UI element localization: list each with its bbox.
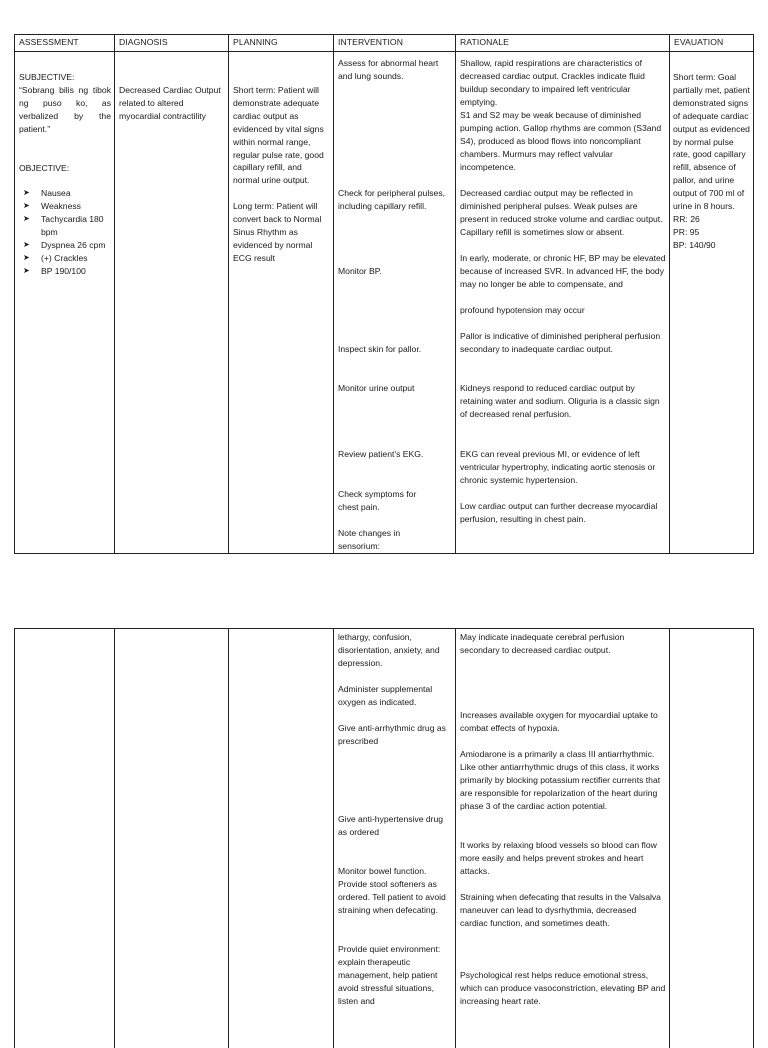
rationale-item: profound hypotension may occur <box>460 305 585 315</box>
evaluation-cell <box>673 71 753 252</box>
column-diagnosis <box>115 629 229 1048</box>
rationale-item: S1 and S2 may be weak because of diminished pumping action. Gallop rhythms are common (S3and S4), produced as blood flows into noncompliant chambers. Murmurs may reflect valvular incompetence. <box>460 110 662 172</box>
diagnosis-cell: Decreased Cardiac Output related to altered myocardial contractility <box>119 85 221 121</box>
header-divider <box>15 51 753 52</box>
intervention-item: Monitor bowel function. Provide stool softeners as ordered. Tell patient to avoid straining when defecating. <box>338 866 446 915</box>
subjective-quote: “Sobrang bilis ng tibok ng puso ko, as verbalized by the patient.” <box>19 84 111 134</box>
intervention-item: Administer supplemental oxygen as indicated. <box>338 684 433 707</box>
intervention-item: lethargy, confusion, disorientation, anxiety, and depression. <box>338 632 440 668</box>
objective-item: ➤ Dyspnea 26 cpm <box>19 239 111 252</box>
header-rationale: RATIONALE <box>460 37 509 47</box>
objective-item: ➤ Nausea <box>19 187 111 200</box>
intervention-item: Give anti-arrhythmic drug as prescribed <box>338 723 446 746</box>
rationale-item: Amiodarone is a primarily a class III antiarrhythmic. Like other antiarrhythmic drugs of this class, it works primarily by blocking potassium rectifier currents that are responsible for repolarization of the heart during phase 3 of the cardiac action potential. <box>460 749 661 811</box>
intervention-item: Check for peripheral pulses, including capillary refill. <box>338 188 445 211</box>
header-intervention: INTERVENTION <box>338 37 404 47</box>
planning-long-term: Long term: Patient will convert back to Normal Sinus Rhythm as evidenced by normal ECG result <box>233 201 322 263</box>
rationale-item: In early, moderate, or chronic HF, BP may be elevated because of increased SVR. In advanced HF, the body may no longer be able to compensate, and <box>460 253 666 289</box>
column-intervention <box>334 35 456 553</box>
rationale-item: May indicate inadequate cerebral perfusion secondary to decreased cardiac output. <box>460 632 625 655</box>
rationale-item: Psychological rest helps reduce emotional stress, which can produce vasoconstriction, elevating BP and increasing heart rate. <box>460 970 666 1006</box>
rationale-item: Straining when defecating that results in the Valsalva maneuver can lead to dysrhythmia, decreased cardiac function, and sometimes death. <box>460 892 661 928</box>
rationale-item: It works by relaxing blood vessels so blood can flow more easily and helps prevent strokes and heart attacks. <box>460 840 657 876</box>
intervention-item: Monitor urine output <box>338 383 415 393</box>
planning-cell <box>233 84 330 265</box>
care-plan-table-page-2 <box>14 628 754 1048</box>
header-planning: PLANNING <box>233 37 278 47</box>
objective-item: ➤ BP 190/100 <box>19 265 111 278</box>
evaluation-pr: PR: 95 <box>673 226 700 237</box>
intervention-item: Monitor BP. <box>338 266 382 276</box>
header-diagnosis: DIAGNOSIS <box>119 37 168 47</box>
header-evaluation: EVAUATION <box>674 37 724 47</box>
rationale-item: Pallor is indicative of diminished peripheral perfusion secondary to inadequate cardiac output. <box>460 331 661 354</box>
assessment-cell <box>19 71 111 278</box>
objective-item: ➤ Weakness <box>19 200 111 213</box>
intervention-item: Inspect skin for pallor. <box>338 344 422 354</box>
evaluation-rr: RR: 26 <box>673 213 700 224</box>
objective-item: ➤ (+) Crackles <box>19 252 111 265</box>
intervention-item: Give anti-hypertensive drug as ordered <box>338 814 444 837</box>
rationale-item: Shallow, rapid respirations are characteristics of decreased cardiac output. Crackles indicate fluid buildup secondary to impaired left ventricular emptying. <box>460 58 645 107</box>
rationale-item: Decreased cardiac output may be reflected in diminished peripheral pulses. Weak pulses are present in reduced stroke volume and cardiac output. Capillary refill is sometimes slow or absent. <box>460 188 663 237</box>
intervention-item: Note changes in sensorium: <box>338 528 401 551</box>
rationale-item: Increases available oxygen for myocardial uptake to combat effects of hypoxia. <box>460 710 658 733</box>
evaluation-text: Short term: Goal partially met, patient demonstrated signs of adequate cardiac output as evidenced by normal pulse rate, good capillary refill, absence of pallor, and urine output of 700 ml of urine in 8 hours. <box>673 72 750 212</box>
intervention-item: Review patient’s EKG. <box>338 449 424 459</box>
column-assessment <box>15 629 115 1048</box>
intervention-item: Provide quiet environment: explain therapeutic management, help patient avoid stressful situations, listen and <box>338 944 441 1006</box>
objective-label: OBJECTIVE: <box>19 162 70 173</box>
header-assessment: ASSESSMENT <box>19 37 79 47</box>
objective-list <box>19 187 111 277</box>
evaluation-bp: BP: 140/90 <box>673 239 716 250</box>
column-planning <box>229 629 334 1048</box>
planning-short-term: Short term: Patient will demonstrate adequate cardiac output as evidenced by vital signs within normal range, regular pulse rate, good capillary refill, and normal urine output. <box>233 85 324 186</box>
rationale-item: Kidneys respond to reduced cardiac output by retaining water and sodium. Oliguria is a classic sign of decreased renal perfusion. <box>460 383 660 419</box>
rationale-item: EKG can reveal previous MI, or evidence of left ventricular hypertrophy, indicating aortic stenosis or chronic systemic hypertension. <box>460 449 656 485</box>
care-plan-table-page-1 <box>14 34 754 554</box>
objective-item: ➤ Tachycardia 180 bpm <box>19 213 111 239</box>
rationale-item: Low cardiac output can further decrease myocardial perfusion, resulting in chest pain. <box>460 501 658 524</box>
intervention-item: Check symptoms for chest pain. <box>338 489 417 512</box>
subjective-label: SUBJECTIVE: <box>19 72 75 82</box>
intervention-item: Assess for abnormal heart and lung sounds. <box>338 58 439 81</box>
